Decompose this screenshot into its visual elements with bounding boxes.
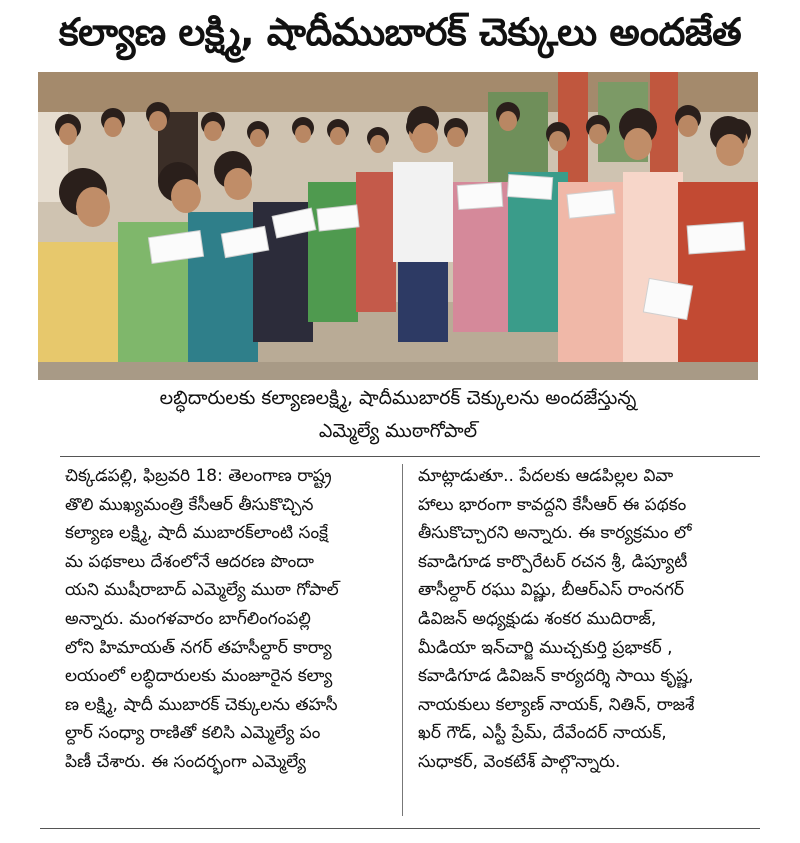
caption-rule: [60, 456, 760, 457]
body-line: కవాడిగూడ కార్పొరేటర్ రచన శ్రీ, డిప్యూటీ: [418, 551, 688, 572]
body-line: మాట్లాడుతూ.. పేదలకు ఆడపిల్లల వివా: [418, 466, 674, 486]
body-line: కవాడిగూడ డివిజన్ కార్యదర్శి సాయి కృష్ణ,: [418, 666, 694, 687]
body-line: తీసుకొచ్చారని అన్నారు. ఈ కార్యక్రమం లో: [418, 523, 692, 544]
body-line: పిణీ చేశారు. ఈ సందర్భంగా ఎమ్మెల్యే: [65, 751, 306, 772]
news-photo: [38, 72, 758, 380]
article-body-left-column: [65, 462, 395, 777]
body-line: సుధాకర్, వెంకటేశ్ పాల్గొన్నారు.: [418, 751, 621, 772]
article-body-right-column: [418, 462, 763, 777]
body-line: మీడియా ఇన్‌చార్జి ముచ్చకుర్తి ప్రభాకర్ ,: [418, 637, 673, 658]
body-line: తాసీల్దార్ రఘు విష్ణు, బీఆర్ఎస్ రాంనగర్: [418, 580, 684, 601]
body-line: ణ లక్ష్మి, షాదీ ముబారక్ చెక్కులను తహసీ: [65, 694, 338, 715]
caption-line-1: లబ్ధిదారులకు కల్యాణలక్ష్మి, షాదీముబారక్ చెక్కులను అందజేస్తున్న: [159, 387, 637, 409]
news-photo-icon: [38, 72, 758, 380]
column-divider: [402, 464, 403, 816]
body-line: హాలు భారంగా కావద్దని కేసీఆర్ ఈ పథకం: [418, 494, 687, 515]
body-line: చిక్కడపల్లి, ఫిబ్రవరి 18: తెలంగాణ రాష్ట్ర: [65, 466, 332, 486]
body-line: మ పథకాలు దేశంలోనే ఆదరణ పొందా: [65, 551, 314, 572]
body-line: ఖర్ గౌడ్, ఎస్టీ ప్రేమ్, దేవేందర్ నాయక్,: [418, 723, 667, 744]
body-line: తొలి ముఖ్యమంత్రి కేసీఆర్ తీసుకొచ్చిన: [65, 494, 314, 515]
body-line: యని ముషీరాబాద్ ఎమ్మెల్యే ముఠా గోపాల్: [65, 580, 339, 601]
body-line: ల్దార్ సంధ్యా రాణితో కలిసి ఎమ్మెల్యే పం: [65, 723, 321, 744]
body-line: డివిజన్ అధ్యక్షుడు శంకర ముదిరాజ్,: [418, 608, 657, 629]
body-line: అన్నారు. మంగళవారం బాగ్‌లింగంపల్లి: [65, 608, 311, 629]
body-line: కల్యాణ లక్ష్మి, షాదీ ముబారక్‌లాంటి సంక్షే: [65, 523, 328, 544]
bottom-rule: [40, 828, 760, 829]
body-line: లోని హిమాయత్ నగర్ తహసీల్దార్ కార్యా: [65, 637, 332, 658]
body-line: లయంలో లబ్ధిదారులకు మంజూరైన కల్యా: [65, 666, 333, 687]
photo-caption: [38, 382, 758, 448]
headline: కల్యాణ లక్ష్మి, షాదీముబారక్ చెక్కులు అందజేత: [58, 10, 742, 54]
caption-line-2: ఎమ్మెల్యే ముఠాగోపాల్: [318, 420, 478, 442]
body-line: నాయకులు కల్యాణ్ నాయక్, నితిన్, రాజశే: [418, 694, 695, 715]
